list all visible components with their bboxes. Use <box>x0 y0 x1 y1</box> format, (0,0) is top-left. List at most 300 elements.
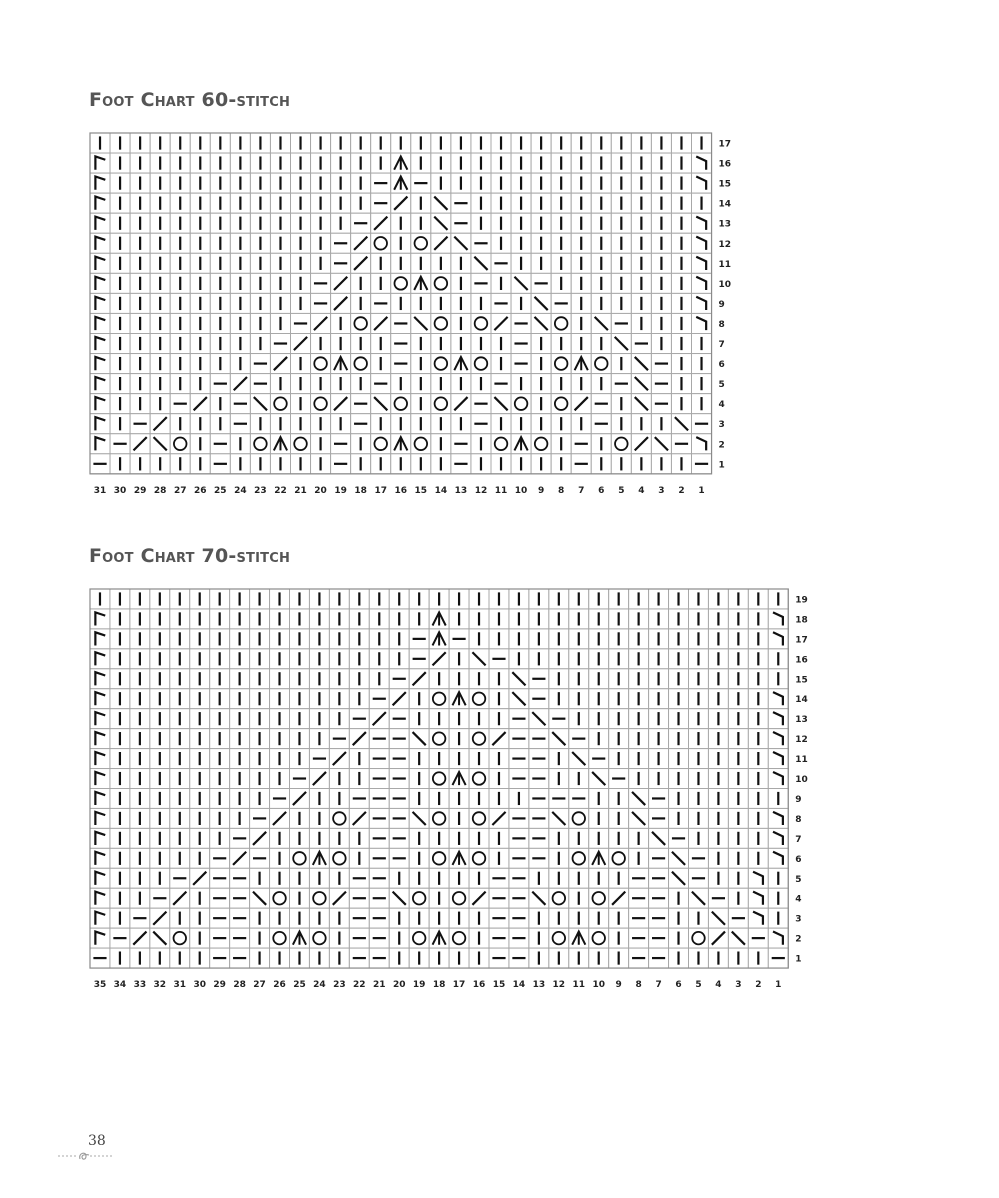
stitch-knit <box>371 454 391 474</box>
stitch-knit <box>551 133 571 153</box>
stitch-purl <box>471 414 491 434</box>
stitch-knit <box>549 589 569 609</box>
stitch-knit <box>429 888 449 908</box>
stitch-knit <box>589 629 609 649</box>
stitch-knit <box>748 948 768 968</box>
stitch-knit <box>311 414 331 434</box>
stitch-knit <box>130 828 150 848</box>
stitch-knit <box>210 689 230 709</box>
stitch-knit <box>389 629 409 649</box>
stitch-k2tog <box>331 394 351 414</box>
stitch-k2tog <box>250 828 270 848</box>
column-number-label: 2 <box>755 980 762 991</box>
stitch-knit <box>270 589 290 609</box>
stitch-knit <box>250 649 270 669</box>
stitch-knit <box>571 213 591 233</box>
stitch-purl <box>230 394 250 414</box>
stitch-knit <box>728 689 748 709</box>
stitch-knit <box>391 233 411 253</box>
stitch-double-decrease <box>429 629 449 649</box>
stitch-knit <box>331 414 351 434</box>
stitch-knit <box>589 589 609 609</box>
stitch-knit <box>611 233 631 253</box>
stitch-knit <box>469 589 489 609</box>
stitch-knit <box>110 868 130 888</box>
stitch-knit <box>210 273 230 293</box>
stitch-left-edge-decrease <box>90 928 110 948</box>
stitch-knit <box>371 253 391 273</box>
stitch-knit <box>110 749 130 769</box>
stitch-yarn-over <box>549 888 569 908</box>
column-number-label: 19 <box>412 980 426 991</box>
column-number-label: 25 <box>214 485 227 496</box>
stitch-purl <box>409 649 429 669</box>
stitch-yarn-over <box>429 848 449 868</box>
stitch-yarn-over <box>391 394 411 414</box>
stitch-double-decrease <box>451 354 471 374</box>
stitch-knit <box>250 629 270 649</box>
stitch-yarn-over <box>471 313 491 333</box>
column-number-label: 12 <box>552 980 566 991</box>
stitch-knit <box>190 609 210 629</box>
stitch-knit <box>649 609 669 629</box>
stitch-purl <box>369 828 389 848</box>
stitch-knit <box>150 354 170 374</box>
stitch-knit <box>768 789 788 809</box>
stitch-knit <box>170 374 190 394</box>
row-number-label: 9 <box>718 299 725 310</box>
stitch-purl <box>349 908 369 928</box>
stitch-knit <box>351 374 371 394</box>
stitch-knit <box>449 709 469 729</box>
stitch-purl <box>371 293 391 313</box>
stitch-knit <box>669 589 689 609</box>
column-number-label: 7 <box>578 485 585 496</box>
stitch-knit <box>708 848 728 868</box>
stitch-knit <box>491 454 511 474</box>
stitch-purl <box>491 293 511 313</box>
stitch-knit <box>669 609 689 629</box>
stitch-double-decrease <box>429 928 449 948</box>
stitch-knit <box>728 868 748 888</box>
stitch-knit <box>230 629 250 649</box>
stitch-knit <box>748 769 768 789</box>
stitch-knit <box>411 213 431 233</box>
stitch-purl <box>369 729 389 749</box>
stitch-knit <box>170 589 190 609</box>
column-number-label: 24 <box>313 980 326 991</box>
stitch-knit <box>671 193 691 213</box>
stitch-right-edge-decrease <box>748 908 768 928</box>
stitch-knit <box>409 709 429 729</box>
stitch-ssk <box>451 233 471 253</box>
stitch-ssk <box>549 808 569 828</box>
stitch-knit <box>651 153 671 173</box>
stitch-knit <box>728 888 748 908</box>
stitch-k2tog <box>331 293 351 313</box>
stitch-knit <box>649 689 669 709</box>
column-number-label: 3 <box>658 485 665 496</box>
stitch-purl <box>369 868 389 888</box>
stitch-knit <box>190 374 210 394</box>
stitch-knit <box>471 434 491 454</box>
stitch-knit <box>631 253 651 273</box>
stitch-knit <box>130 649 150 669</box>
stitch-purl <box>391 313 411 333</box>
stitch-purl <box>509 729 529 749</box>
stitch-knit <box>210 729 230 749</box>
stitch-knit <box>689 669 709 689</box>
stitch-ssk <box>411 313 431 333</box>
stitch-knit <box>469 669 489 689</box>
stitch-purl <box>230 908 250 928</box>
stitch-knit <box>549 848 569 868</box>
stitch-knit <box>190 709 210 729</box>
stitch-purl <box>649 789 669 809</box>
stitch-knit <box>369 669 389 689</box>
stitch-k2tog <box>429 649 449 669</box>
stitch-knit <box>669 808 689 828</box>
column-number-label: 17 <box>374 485 387 496</box>
stitch-knit <box>671 233 691 253</box>
stitch-knit <box>728 948 748 968</box>
stitch-knit <box>451 334 471 354</box>
stitch-right-edge-decrease <box>748 868 768 888</box>
stitch-left-edge-decrease <box>90 233 110 253</box>
stitch-knit <box>130 193 150 213</box>
stitch-knit <box>491 273 511 293</box>
stitch-knit <box>230 173 250 193</box>
stitch-knit <box>150 689 170 709</box>
stitch-purl <box>210 434 230 454</box>
stitch-double-decrease <box>449 848 469 868</box>
stitch-knit <box>748 709 768 729</box>
column-number-label: 28 <box>233 980 246 991</box>
stitch-knit <box>250 273 270 293</box>
stitch-purl <box>529 669 549 689</box>
stitch-double-decrease <box>290 928 310 948</box>
stitch-knit <box>329 609 349 629</box>
stitch-knit <box>549 649 569 669</box>
stitch-k2tog <box>329 888 349 908</box>
stitch-purl <box>649 808 669 828</box>
stitch-knit <box>491 354 511 374</box>
stitch-knit <box>489 609 509 629</box>
stitch-knit <box>270 629 290 649</box>
stitch-knit <box>150 253 170 273</box>
stitch-knit <box>411 374 431 394</box>
stitch-yarn-over <box>511 394 531 414</box>
stitch-left-edge-decrease <box>90 908 110 928</box>
stitch-knit <box>309 789 329 809</box>
stitch-purl <box>290 769 310 789</box>
stitch-knit <box>609 928 629 948</box>
stitch-knit <box>689 589 709 609</box>
stitch-purl <box>291 313 311 333</box>
stitch-knit <box>150 848 170 868</box>
stitch-purl <box>509 828 529 848</box>
stitch-ssk <box>491 394 511 414</box>
stitch-knit <box>611 414 631 434</box>
stitch-purl <box>671 434 691 454</box>
stitch-knit <box>291 193 311 213</box>
row-number-label: 9 <box>795 794 802 805</box>
stitch-purl <box>331 253 351 273</box>
stitch-knit <box>549 769 569 789</box>
stitch-knit <box>689 649 709 669</box>
row-number-label: 11 <box>795 755 808 766</box>
stitch-purl <box>611 374 631 394</box>
stitch-knit <box>190 669 210 689</box>
stitch-right-edge-decrease <box>768 848 788 868</box>
stitch-left-edge-decrease <box>90 669 110 689</box>
stitch-knit <box>311 374 331 394</box>
stitch-left-edge-decrease <box>90 649 110 669</box>
stitch-knit <box>291 273 311 293</box>
stitch-knit <box>728 629 748 649</box>
stitch-purl <box>768 948 788 968</box>
stitch-k2tog <box>170 888 190 908</box>
stitch-knit <box>130 609 150 629</box>
stitch-purl <box>170 394 190 414</box>
stitch-knit <box>270 709 290 729</box>
stitch-knit <box>130 173 150 193</box>
stitch-knit <box>748 669 768 689</box>
stitch-knit <box>309 629 329 649</box>
stitch-knit <box>150 948 170 968</box>
column-number-label: 29 <box>133 485 147 496</box>
stitch-knit <box>150 293 170 313</box>
stitch-knit <box>290 888 310 908</box>
column-number-label: 1 <box>775 980 782 991</box>
stitch-knit <box>449 669 469 689</box>
stitch-knit <box>708 589 728 609</box>
stitch-purl <box>351 394 371 414</box>
stitch-left-edge-decrease <box>90 193 110 213</box>
stitch-purl <box>90 948 110 968</box>
stitch-knit <box>331 213 351 233</box>
stitch-knit <box>230 589 250 609</box>
stitch-knit <box>609 729 629 749</box>
stitch-left-edge-decrease <box>90 629 110 649</box>
stitch-knit <box>190 589 210 609</box>
stitch-knit <box>489 689 509 709</box>
stitch-purl <box>529 729 549 749</box>
stitch-purl <box>389 729 409 749</box>
stitch-knit <box>591 133 611 153</box>
stitch-yarn-over <box>589 928 609 948</box>
row-number-label: 16 <box>718 159 732 170</box>
stitch-knit <box>351 173 371 193</box>
stitch-k2tog <box>290 789 310 809</box>
stitch-right-edge-decrease <box>768 928 788 948</box>
column-number-label: 33 <box>133 980 147 991</box>
stitch-knit <box>451 153 471 173</box>
stitch-knit <box>190 273 210 293</box>
stitch-ssk <box>511 273 531 293</box>
stitch-purl <box>689 848 709 868</box>
stitch-purl <box>509 868 529 888</box>
stitch-ssk <box>531 313 551 333</box>
stitch-knit <box>609 808 629 828</box>
stitch-knit <box>571 374 591 394</box>
stitch-knit <box>270 313 290 333</box>
row-number-label: 10 <box>795 775 808 786</box>
stitch-purl <box>569 789 589 809</box>
stitch-knit <box>90 133 110 153</box>
stitch-knit <box>708 808 728 828</box>
stitch-k2tog <box>708 928 728 948</box>
stitch-knit <box>531 193 551 213</box>
stitch-knit <box>349 649 369 669</box>
column-number-label: 5 <box>695 980 702 991</box>
stitch-knit <box>349 749 369 769</box>
stitch-knit <box>110 153 130 173</box>
stitch-knit <box>110 629 130 649</box>
stitch-ssk <box>549 729 569 749</box>
stitch-knit <box>309 649 329 669</box>
stitch-knit <box>549 948 569 968</box>
chart-grid-svg <box>90 589 828 998</box>
stitch-knit <box>449 729 469 749</box>
stitch-knit <box>549 669 569 689</box>
stitch-knit <box>250 908 270 928</box>
stitch-knit <box>708 769 728 789</box>
stitch-ssk <box>649 828 669 848</box>
stitch-purl <box>511 313 531 333</box>
stitch-purl <box>489 908 509 928</box>
stitch-purl <box>629 868 649 888</box>
stitch-knit <box>150 649 170 669</box>
stitch-ssk <box>150 434 170 454</box>
stitch-purl <box>571 434 591 454</box>
stitch-purl <box>451 454 471 474</box>
stitch-knit <box>569 709 589 729</box>
stitch-purl <box>551 293 571 313</box>
stitch-yarn-over <box>431 354 451 374</box>
stitch-knit <box>190 749 210 769</box>
stitch-knit <box>150 629 170 649</box>
stitch-knit <box>551 253 571 273</box>
column-number-label: 10 <box>592 980 605 991</box>
stitch-knit <box>311 153 331 173</box>
stitch-knit <box>270 253 290 273</box>
stitch-knit <box>631 213 651 233</box>
stitch-purl <box>471 273 491 293</box>
stitch-knit <box>329 709 349 729</box>
stitch-double-decrease <box>391 434 411 454</box>
stitch-purl <box>391 334 411 354</box>
stitch-knit <box>290 709 310 729</box>
column-number-label: 3 <box>735 980 742 991</box>
stitch-knit <box>190 888 210 908</box>
stitch-purl <box>509 709 529 729</box>
stitch-purl <box>311 293 331 313</box>
stitch-k2tog <box>391 193 411 213</box>
stitch-knit <box>190 233 210 253</box>
stitch-purl <box>210 888 230 908</box>
stitch-knit <box>671 253 691 273</box>
stitch-knit <box>629 848 649 868</box>
stitch-knit <box>649 749 669 769</box>
stitch-knit <box>728 729 748 749</box>
stitch-k2tog <box>230 374 250 394</box>
stitch-double-decrease <box>511 434 531 454</box>
stitch-knit <box>190 153 210 173</box>
stitch-knit <box>571 193 591 213</box>
stitch-knit <box>371 133 391 153</box>
stitch-knit <box>250 769 270 789</box>
stitch-yarn-over <box>429 808 449 828</box>
stitch-knit <box>629 769 649 789</box>
column-number-label: 30 <box>193 980 206 991</box>
stitch-knit <box>551 213 571 233</box>
stitch-knit <box>190 928 210 948</box>
stitch-knit <box>589 908 609 928</box>
stitch-knit <box>549 749 569 769</box>
stitch-knit <box>451 273 471 293</box>
stitch-knit <box>250 193 270 213</box>
stitch-knit <box>449 789 469 809</box>
stitch-knit <box>651 133 671 153</box>
stitch-knit <box>748 828 768 848</box>
stitch-knit <box>130 153 150 173</box>
stitch-purl <box>270 334 290 354</box>
stitch-knit <box>110 273 130 293</box>
stitch-knit <box>210 133 230 153</box>
stitch-knit <box>671 213 691 233</box>
stitch-knit <box>110 729 130 749</box>
stitch-right-edge-decrease <box>768 749 788 769</box>
stitch-yarn-over <box>391 273 411 293</box>
stitch-purl <box>389 709 409 729</box>
stitch-knit <box>329 649 349 669</box>
stitch-right-edge-decrease <box>692 253 712 273</box>
stitch-knit <box>651 233 671 253</box>
stitch-knit <box>748 808 768 828</box>
stitch-knit <box>671 313 691 333</box>
stitch-right-edge-decrease <box>768 769 788 789</box>
stitch-knit <box>609 948 629 968</box>
stitch-knit <box>329 928 349 948</box>
column-number-label: 32 <box>153 980 167 991</box>
stitch-knit <box>708 828 728 848</box>
stitch-knit <box>748 689 768 709</box>
stitch-knit <box>649 709 669 729</box>
stitch-knit <box>609 868 629 888</box>
stitch-knit <box>569 589 589 609</box>
stitch-knit <box>210 749 230 769</box>
row-number-label: 15 <box>718 179 732 190</box>
stitch-knit <box>669 888 689 908</box>
stitch-knit <box>371 334 391 354</box>
stitch-knit <box>728 808 748 828</box>
stitch-knit <box>449 808 469 828</box>
stitch-knit <box>471 454 491 474</box>
stitch-knit <box>409 609 429 629</box>
stitch-knit <box>511 374 531 394</box>
stitch-knit <box>130 454 150 474</box>
stitch-purl <box>369 908 389 928</box>
chart-grid-svg <box>90 133 752 504</box>
stitch-knit <box>190 193 210 213</box>
stitch-knit <box>309 868 329 888</box>
column-number-label: 6 <box>675 980 682 991</box>
stitch-purl <box>309 749 329 769</box>
stitch-yarn-over <box>469 689 489 709</box>
stitch-knit <box>549 609 569 629</box>
stitch-knit <box>449 609 469 629</box>
